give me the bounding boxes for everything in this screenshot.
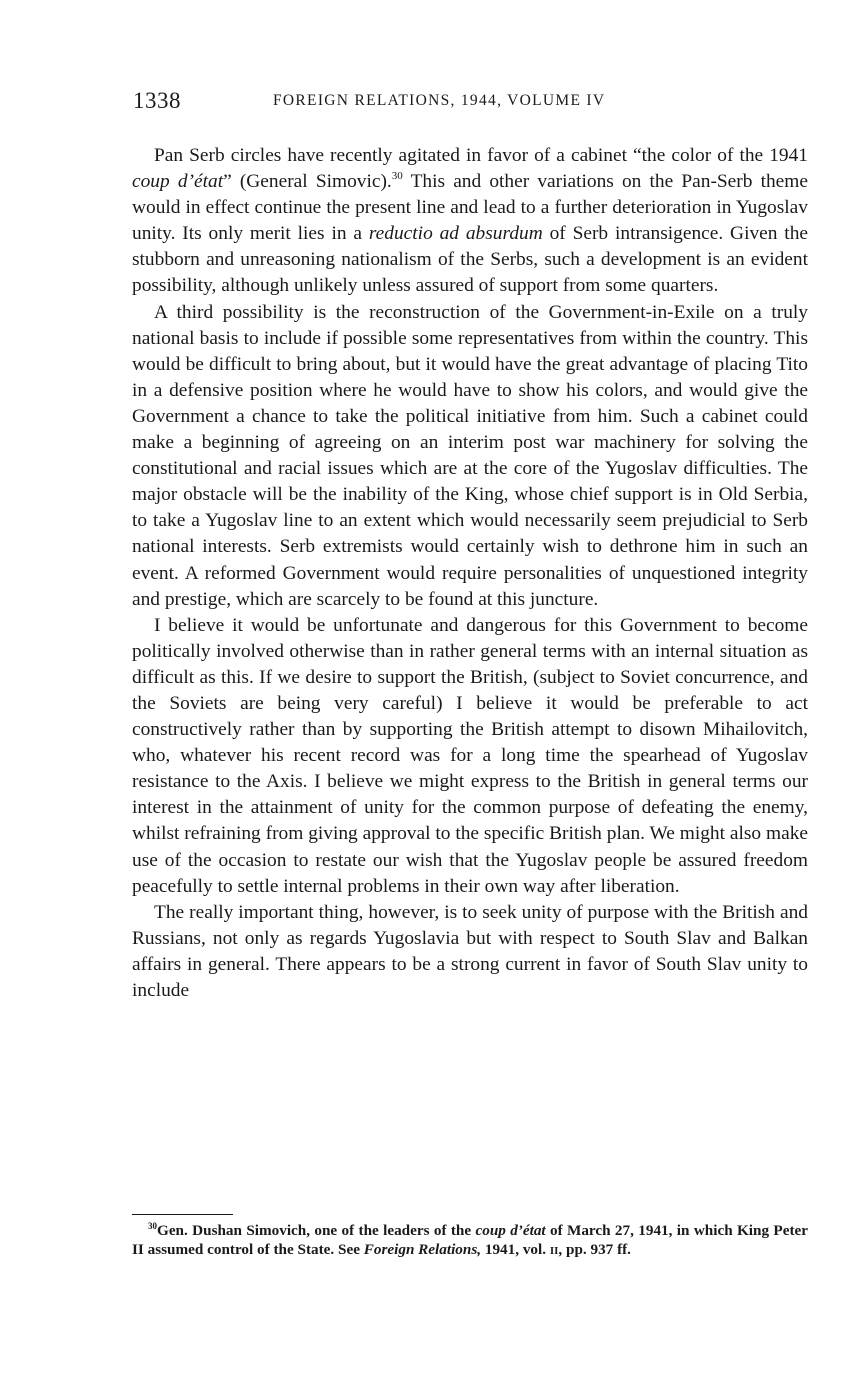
text-span: of March 27, 1941, in which King Peter II assumed control of the State. See (132, 1222, 808, 1258)
footnote (132, 1221, 808, 1259)
paragraph-1 (132, 143, 808, 300)
italic-span: Foreign Relations, (363, 1241, 482, 1258)
volume-number: ii (549, 1241, 559, 1258)
paragraph-3: I believe it would be unfortunate and dangerous for this Government to become politically involved otherwise than in rather general terms with an internal situation as difficult as this. If we desire to support the British, (subject to Soviet concurrence, and the Soviets are being very careful) I believe it would be preferable to act constructively rather than by supporting the British attempt to disown Mihailovitch, who, whatever his recent record was for a long time the spearhead of Yugoslav resistance to the Axis. I believe we might express to the British in general terms our interest in the attainment of unity for the common purpose of defeating the enemy, whilst refraining from giving approval to the specific British plan. We might also make use of the occasion to restate our wish that the Yugoslav people be assured freedom peacefully to settle internal problems in their own way after liberation. (132, 614, 808, 897)
footnote-rule (132, 1214, 233, 1215)
text-span: Pan Serb circles have recently agitated in favor of a cabinet “the color of the 1941 (154, 145, 808, 166)
footnote-marker: 30 (148, 1221, 157, 1231)
text-span: ” (General Simovic). (223, 171, 392, 193)
text-span: 1941, vol. (481, 1241, 550, 1258)
italic-span: coup d’état (475, 1222, 546, 1239)
running-title: FOREIGN RELATIONS, 1944, VOLUME IV (273, 92, 606, 109)
footnote-ref: 30 (391, 170, 403, 183)
text-span: of Serb intransigence. Given the stubborn and unreasoning nationalism of the Serbs, such a development is an evident possibility, although unlikely unless assured of support from some quarters. (132, 223, 808, 297)
italic-span: coup d’état (132, 171, 224, 193)
text-span: , pp. 937 ff. (558, 1241, 631, 1258)
paragraph-2: A third possibility is the reconstruction of the Government-in-Exile on a truly national basis to include if possible some representatives from within the country. This would be difficult to bring about, but it would have the great advantage of placing Tito in a defensive position where he would have to show his colors, and would give the Government a chance to take the political initiative from him. Such a cabinet could make a beginning of agreeing on an interim post war machinery for solving the constitutional and racial issues which are at the core of the Yugoslav difficulties. The major obstacle will be the inability of the King, whose chief support is in Old Serbia, to take a Yugoslav line to an extent which would necessarily seem prejudicial to Serb national interests. Serb extremists would certainly wish to dethrone him in such an event. A reformed Government would require personalities of unquestioned integrity and prestige, which are scarcely to be found at this juncture. (132, 301, 808, 610)
page-number: 1338 (133, 88, 181, 113)
paragraph-4: The really important thing, however, is to seek unity of purpose with the British and Russians, not only as regards Yugoslavia but with respect to South Slav and Balkan affairs in general. There appears to be a strong current in favor of South Slav unity to include (132, 901, 808, 1001)
main-text (132, 143, 808, 1004)
italic-span: reductio ad absurdum (368, 223, 543, 245)
text-span: This and other variations on the Pan-Serb theme would in effect continue the present line and lead to a further deterioration in Yugoslav unity. Its only merit lies in a (132, 171, 808, 245)
text-span: Gen. Dushan Simovich, one of the leaders of the (157, 1222, 476, 1239)
